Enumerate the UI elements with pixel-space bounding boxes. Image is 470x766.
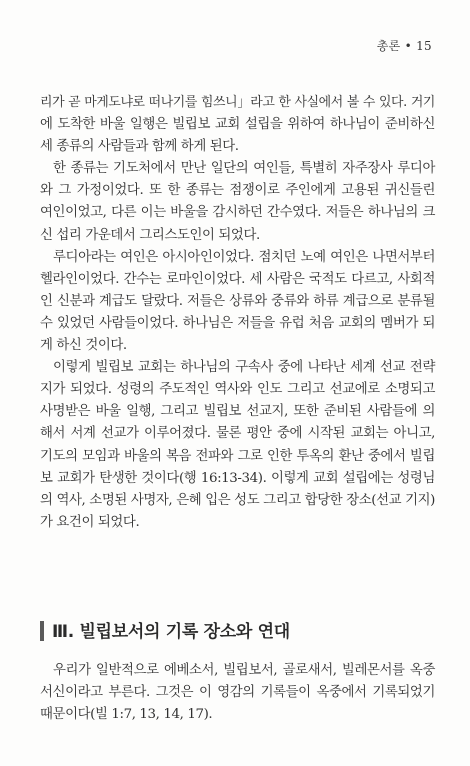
text-line: 때문이다(빌 1:7, 13, 14, 17). [40, 707, 213, 723]
paragraph [40, 660, 435, 726]
text-line: 루디아라는 여인은 아시아인이었다. 점치던 노예 여인은 나면서부터 [53, 249, 435, 265]
paragraph [40, 158, 435, 246]
text-line: 이렇게 빌립보 교회는 하나님의 구속사 중에 나타난 세계 선교 전략 [53, 360, 435, 376]
text-line: 수 있었던 사람들이었다. 하나님은 저들을 유럽 처음 교회의 멤버가 되 [40, 315, 435, 331]
text-line: 인 신분과 계급도 달랐다. 저들은 상류와 중류와 하류 계급으로 분류될 [40, 293, 435, 309]
text-line: 에 도착한 바울 일행은 빌립보 교회 설립을 위하여 하나님이 준비하신 [40, 117, 435, 133]
text-line: 게 하신 것이다. [40, 338, 127, 354]
paragraph [40, 247, 435, 357]
text-line: 해서 서계 선교가 이루어졌다. 물론 평안 중에 시작된 교회는 아니고, [40, 426, 435, 442]
text-line: 와 그 가정이었다. 또 한 종류는 점쟁이로 주인에게 고용된 귀신들린 [40, 183, 435, 199]
section-title: Ⅲ. 빌립보서의 기록 장소와 연대 [52, 622, 290, 642]
text-line: 우리가 일반적으로 에베소서, 빌립보서, 골로새서, 빌레몬서를 옥중 [53, 663, 435, 678]
text-line: 보 교회가 탄생한 것이다(행 16:13-34). 이렇게 교회 설립에는 성령님 [40, 470, 435, 486]
text-line: 한 종류는 기도처에서 만난 일단의 여인들, 특별히 자주장사 루디아 [53, 161, 435, 177]
running-header: 총론 • 15 [376, 39, 432, 53]
text-line: 여인이었고, 다른 이는 바울을 감시하던 간수였다. 저들은 하나님의 크 [40, 205, 435, 221]
body-text [40, 92, 435, 534]
text-line: 지가 되었다. 성령의 주도적인 역사와 인도 그리고 선교에로 소명되고 [40, 382, 435, 398]
paragraph [40, 92, 435, 158]
section-heading [0, 610, 470, 650]
text-line: 리가 곧 마게도냐로 떠나기를 힘쓰니」라고 한 사실에서 볼 수 있다. 거기 [40, 95, 435, 110]
section-body-text [40, 660, 435, 726]
heading-marker-bar [40, 621, 44, 641]
text-line: 기도의 모임과 바울의 복음 전파와 그로 인한 투옥의 환난 중에서 빌립 [40, 448, 435, 464]
text-line: 서신이라고 부른다. 그것은 이 영감의 기록들이 옥중에서 기록되었기 [40, 685, 435, 701]
paragraph [40, 357, 435, 534]
text-line: 의 역사, 소명된 사명자, 은혜 입은 성도 그리고 합당한 장소(선교 기지) [40, 492, 435, 508]
text-line: 세 종류의 사람들과 함께 하게 된다. [40, 139, 239, 155]
text-line: 헬라인이었다. 간수는 로마인이었다. 세 사람은 국적도 다르고, 사회적 [40, 271, 435, 287]
text-line: 가 요건이 되었다. [40, 514, 140, 530]
text-line: 사명받은 바울 일행, 그리고 빌립보 선교지, 또한 준비된 사람들에 의 [40, 404, 435, 420]
text-line: 신 섭리 가운데서 그리스도인이 되었다. [40, 227, 260, 243]
